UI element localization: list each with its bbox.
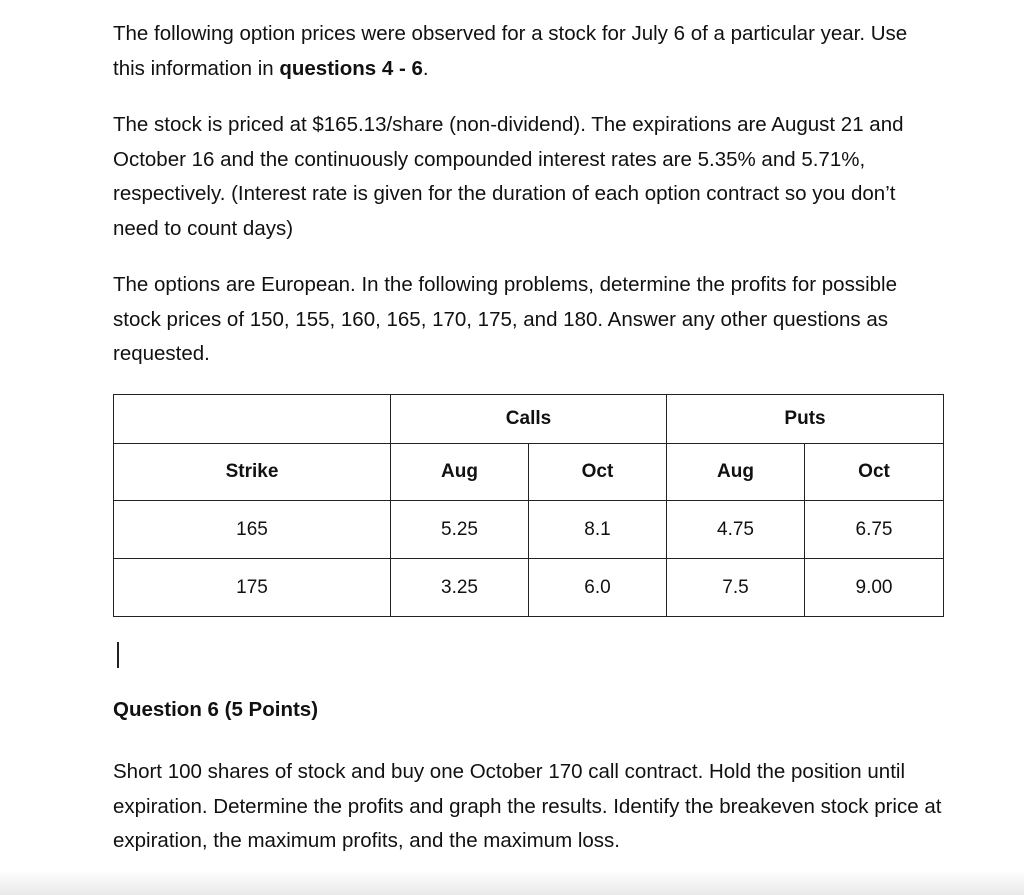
call-aug-cell: 3.25 — [391, 559, 529, 617]
table-group-header-row — [114, 395, 944, 444]
text-cursor[interactable] — [117, 642, 119, 668]
strike-cell: 165 — [114, 501, 391, 559]
intro-period: . — [422, 56, 429, 80]
call-oct-cell: 8.1 — [529, 501, 667, 559]
question-heading: Question 6 (5 Points) — [113, 698, 319, 721]
table-row — [114, 559, 944, 617]
column-header-puts-oct: Oct — [805, 444, 944, 501]
table-column-header-row — [114, 444, 944, 501]
group-header-calls: Calls — [391, 395, 667, 444]
option-prices-table — [113, 394, 944, 617]
intro-text: The following option prices were observed for a stock for July 6 of a particular year. Use this information in — [113, 22, 908, 80]
intro-paragraph — [113, 17, 943, 86]
put-aug-cell: 7.5 — [667, 559, 805, 617]
group-header-blank — [114, 395, 391, 444]
question-text: Short 100 shares of stock and buy one October 170 call contract. Hold the position until expiration. Determine the profits and graph the results. Identify the breakeven stock price at expiration, the maximum profits, and the maximum loss. — [113, 760, 942, 852]
column-header-calls-oct: Oct — [529, 444, 667, 501]
column-header-strike: Strike — [114, 444, 391, 501]
put-oct-cell: 9.00 — [805, 559, 944, 617]
page-bottom-shadow — [0, 870, 1024, 895]
call-oct-cell: 6.0 — [529, 559, 667, 617]
stock-paragraph: The stock is priced at $165.13/share (non-dividend). The expirations are August 21 and October 16 and the continuously compounded interest rates are 5.35% and 5.71%, respectively. (Interest rate is given for the duration of each option contract so you don’t need to count days) — [113, 113, 904, 240]
group-header-puts: Puts — [667, 395, 944, 444]
options-paragraph: The options are European. In the following problems, determine the profits for possible stock prices of 150, 155, 160, 165, 170, 175, and 180. Answer any other questions as requested. — [113, 273, 897, 365]
column-header-puts-aug: Aug — [667, 444, 805, 501]
column-header-calls-aug: Aug — [391, 444, 529, 501]
call-aug-cell: 5.25 — [391, 501, 529, 559]
strike-cell: 175 — [114, 559, 391, 617]
put-oct-cell: 6.75 — [805, 501, 944, 559]
intro-bold-reference: questions 4 - 6 — [279, 56, 423, 80]
put-aug-cell: 4.75 — [667, 501, 805, 559]
table-row — [114, 501, 944, 559]
